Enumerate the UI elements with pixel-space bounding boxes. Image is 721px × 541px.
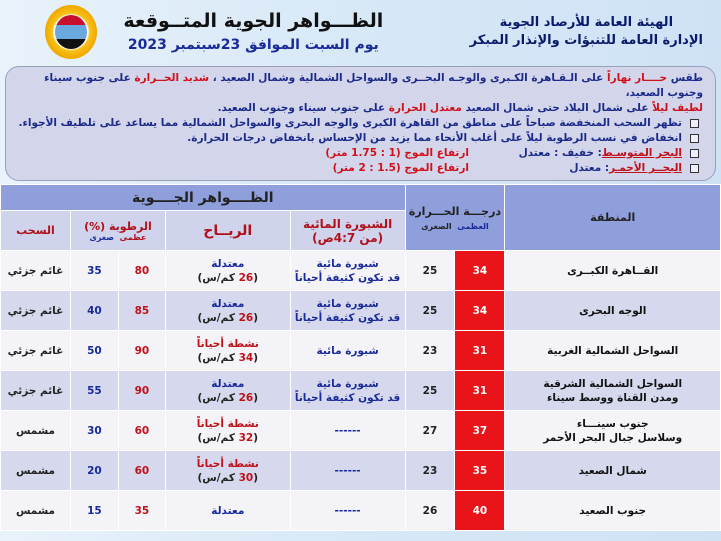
fog-cell: ------	[290, 411, 405, 451]
region-cell: السواحل الشمالية الغربية	[505, 331, 721, 371]
humidity-max-cell: 90	[118, 371, 165, 411]
summary-line-1: طقس حــــار نهاراً على الـقـاهرة الكـبرى والوجـه البحــرى والسواحل الشمالية وشمال الصعيد ، شديد الحــرارة على جنوب سيناء وجنوب الصعيد،	[44, 72, 703, 99]
max-temp-cell: 40	[455, 491, 505, 531]
report-header	[0, 0, 721, 64]
fog-cell: شبورة مائية	[290, 331, 405, 371]
humidity-max-cell: 90	[118, 331, 165, 371]
max-temp-cell: 35	[455, 451, 505, 491]
wind-cell: معتدلة (26 كم/س)	[165, 371, 290, 411]
clouds-cell: غائم جزئي	[1, 371, 71, 411]
min-temp-cell: 23	[405, 331, 455, 371]
region-cell: جنوب الصعيد	[505, 491, 721, 531]
fog-cell: شبورة مائية قد تكون كثيفة أحياناً	[290, 251, 405, 291]
fog-cell: شبورة مائية قد تكون كثيفة أحياناً	[290, 291, 405, 331]
max-temp-cell: 34	[455, 291, 505, 331]
table-row	[1, 291, 721, 331]
clouds-cell: مشمس	[1, 451, 71, 491]
min-temp-cell: 25	[405, 291, 455, 331]
region-cell: القــاهرة الكبــرى	[505, 251, 721, 291]
humidity-max-cell: 35	[118, 491, 165, 531]
fog-cell: ------	[290, 491, 405, 531]
header-phenomena: الظــــواهر الجــــوية	[1, 185, 406, 211]
humidity-max-cell: 60	[118, 451, 165, 491]
humidity-min-cell: 35	[70, 251, 118, 291]
wind-cell: معتدلة	[165, 491, 290, 531]
org-line-2: الإدارة العامة للتنبؤات والإنذار المبكر	[469, 33, 703, 48]
fog-cell: ------	[290, 451, 405, 491]
humidity-min-cell: 55	[70, 371, 118, 411]
humidity-max-cell: 60	[118, 411, 165, 451]
wind-cell: معتدلة (26 كم/س)	[165, 251, 290, 291]
table-row	[1, 491, 721, 531]
min-temp-cell: 25	[405, 371, 455, 411]
clouds-cell: مشمس	[1, 491, 71, 531]
forecast-table	[0, 184, 721, 531]
header-humidity: الرطوبة (%) عظمى صغرى	[70, 211, 165, 251]
wind-cell: معتدلة (26 كم/س)	[165, 291, 290, 331]
clouds-cell: غائم جزئي	[1, 251, 71, 291]
header-wind: الريــاح	[165, 211, 290, 251]
summary-line-2: لطيف ليلاً على شمال البلاد حتى شمال الصعيد معتدل الحرارة على جنوب سيناء وجنوب الصعيد.	[217, 102, 703, 114]
min-temp-cell: 27	[405, 411, 455, 451]
checkbox-bullet-icon	[690, 149, 699, 158]
region-cell: الوجه البحرى	[505, 291, 721, 331]
report-date: يوم السبت الموافق 23سبتمبر 2023	[127, 37, 379, 53]
humidity-min-cell: 15	[70, 491, 118, 531]
report-title-block	[123, 8, 383, 56]
wind-cell: نشطة أحياناً (30 كم/س)	[165, 451, 290, 491]
ema-logo-icon	[45, 5, 97, 59]
clouds-cell: غائم جزئي	[1, 291, 71, 331]
bullet-humidity: انخفاض في نسب الرطوبة ليلاً على أغلب الأنحاء مما يزيد من الإحساس بانخفاض درجات الحرارة.	[18, 131, 703, 146]
organization-name	[470, 14, 703, 50]
humidity-max-cell: 80	[118, 251, 165, 291]
checkbox-bullet-icon	[690, 119, 699, 128]
wind-cell: نشطة أحياناً (34 كم/س)	[165, 331, 290, 371]
region-cell: شمال الصعيد	[505, 451, 721, 491]
min-temp-cell: 26	[405, 491, 455, 531]
humidity-min-cell: 40	[70, 291, 118, 331]
org-line-1: الهيئة العامة للأرصاد الجوية	[499, 15, 674, 30]
humidity-min-cell: 20	[70, 451, 118, 491]
clouds-cell: غائم جزئي	[1, 331, 71, 371]
summary-box	[5, 66, 716, 181]
wind-cell: نشطة أحياناً (32 كم/س)	[165, 411, 290, 451]
max-temp-cell: 31	[455, 331, 505, 371]
table-row	[1, 411, 721, 451]
max-temp-cell: 31	[455, 371, 505, 411]
min-temp-cell: 23	[405, 451, 455, 491]
header-clouds: السحب	[1, 211, 71, 251]
max-temp-cell: 34	[455, 251, 505, 291]
region-cell: جنوب سينـــاء وسلاسل جبال البحر الأحمر	[505, 411, 721, 451]
humidity-min-cell: 30	[70, 411, 118, 451]
report-title: الظـــواهر الجوية المتــوقعة	[123, 10, 384, 32]
sea-red-sea: البحــر الأحمـر: معتدل ارتفاع الموج (1.5 : 2 متر)	[18, 161, 703, 176]
humidity-min-cell: 50	[70, 331, 118, 371]
header-region: المنطقة	[505, 185, 721, 251]
bullet-clouds: تظهر السحب المنخفضة صباحاً على مناطق من القاهرة الكبرى والوجه البحرى والسواحل الشمالية مما يساعد على تلطيف الأجواء.	[18, 116, 703, 131]
region-cell: السواحل الشمالية الشرقية ومدن القناة ووسط سيناء	[505, 371, 721, 411]
clouds-cell: مشمس	[1, 411, 71, 451]
checkbox-bullet-icon	[690, 164, 699, 173]
table-row	[1, 331, 721, 371]
table-row	[1, 451, 721, 491]
min-temp-cell: 25	[405, 251, 455, 291]
fog-cell: شبورة مائية قد تكون كثيفة أحياناً	[290, 371, 405, 411]
checkbox-bullet-icon	[690, 134, 699, 143]
sea-mediterranean: البحر المتوسـط: خفيف : معتدل ارتفاع الموج (1 : 1.75 متر)	[18, 146, 703, 161]
header-temperature: درجـــة الحـــرارة العظمى الصغرى	[405, 185, 505, 251]
max-temp-cell: 37	[455, 411, 505, 451]
table-row	[1, 371, 721, 411]
humidity-max-cell: 85	[118, 291, 165, 331]
header-fog: الشبورة المائية (من 4:7ص)	[290, 211, 405, 251]
table-row	[1, 251, 721, 291]
